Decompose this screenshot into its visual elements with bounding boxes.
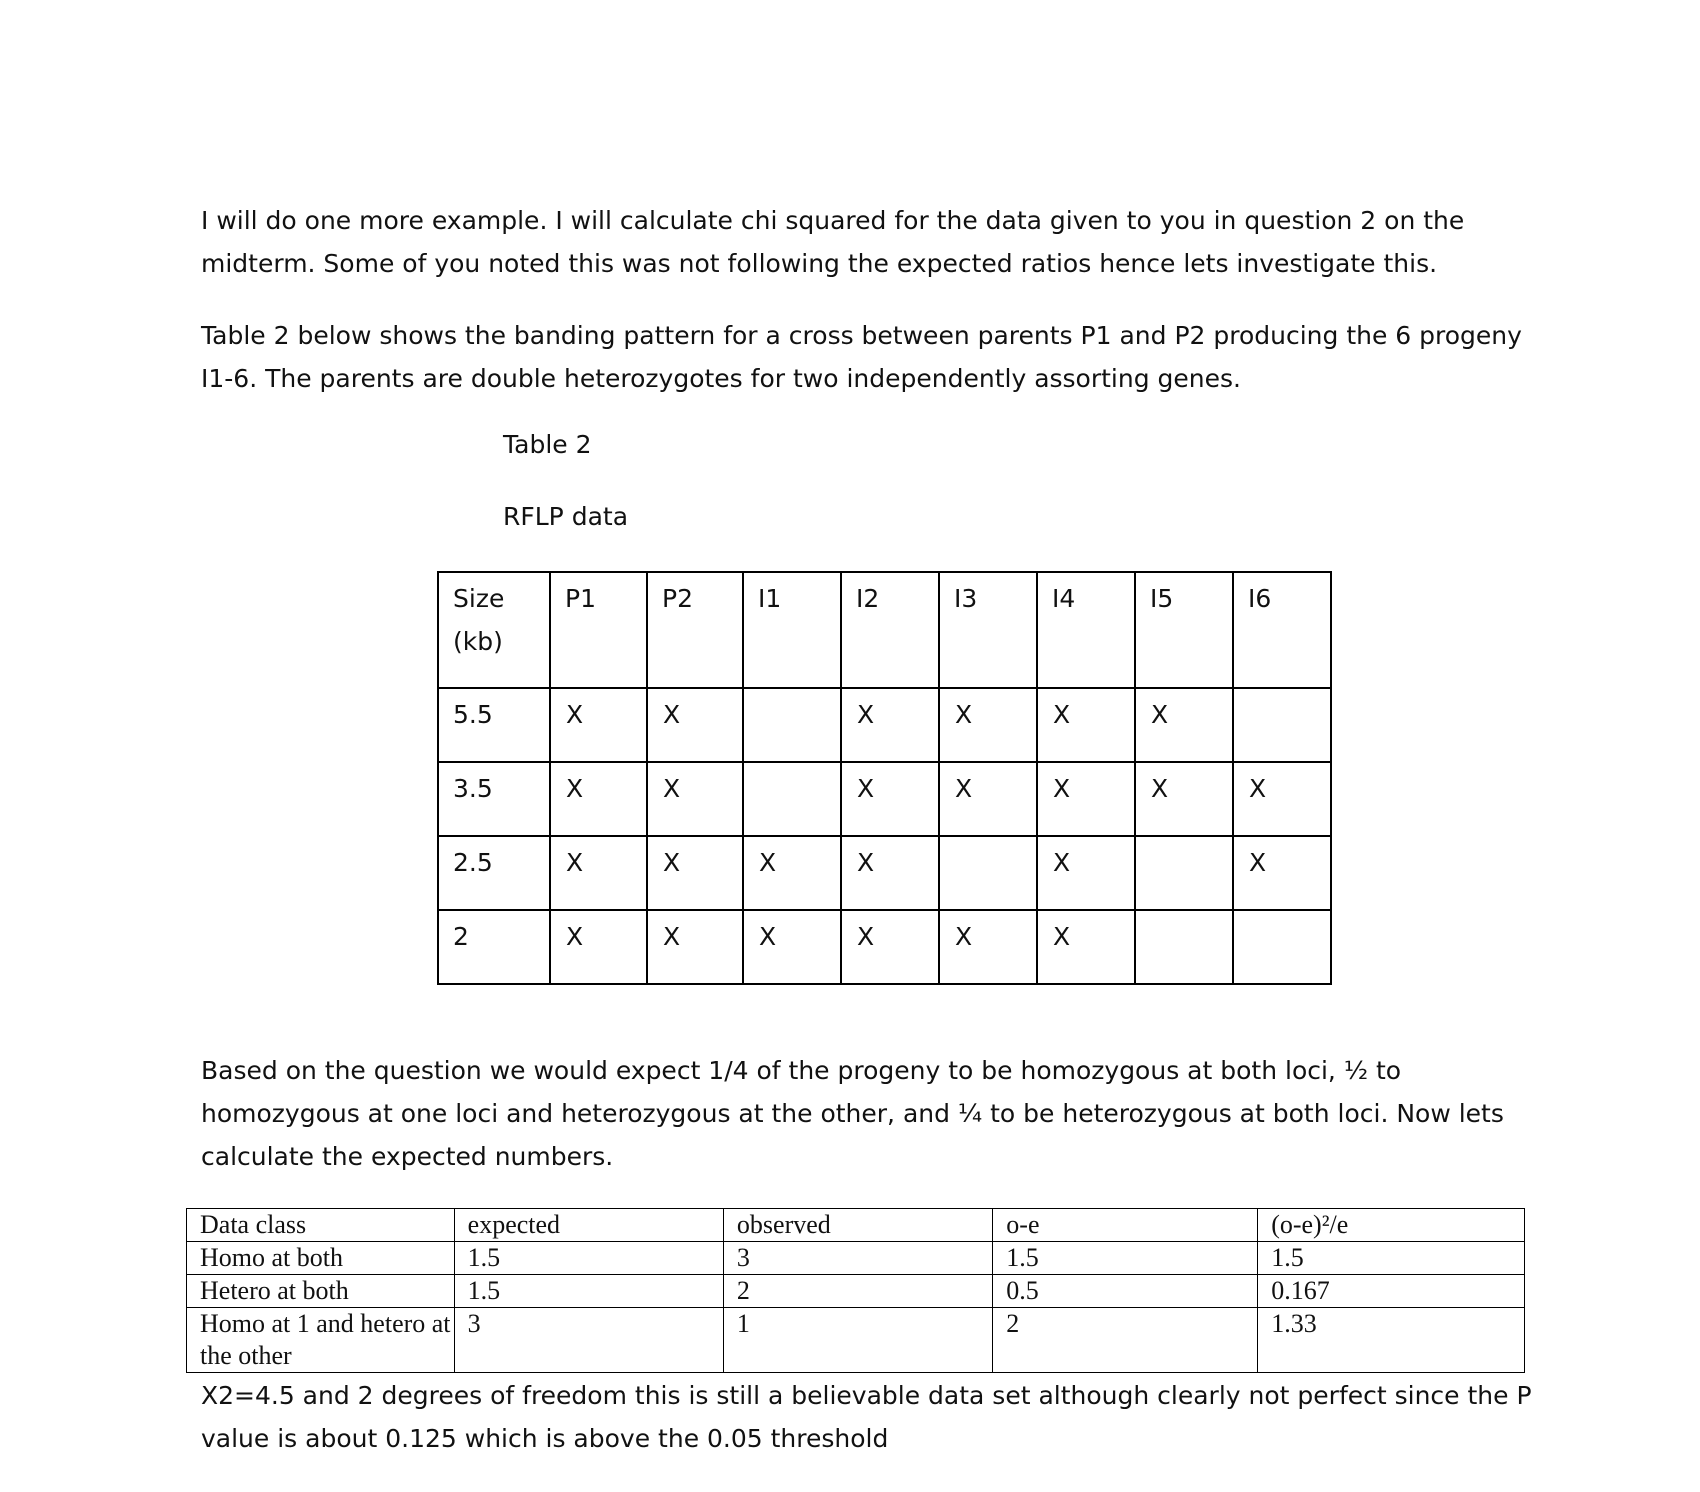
band-cell: X [550,688,647,762]
band-cell: X [939,688,1037,762]
column-header: I6 [1233,572,1331,688]
column-header: I4 [1037,572,1135,688]
band-cell: X [841,688,939,762]
band-cell: X [1233,762,1331,836]
table-cell: 2 [993,1308,1258,1373]
band-cell: X [1135,688,1233,762]
table-cell: 1.5 [1258,1242,1525,1275]
table-cell: 1.33 [1258,1308,1525,1373]
band-cell: X [1233,836,1331,910]
band-cell: X [841,762,939,836]
band-cell: X [550,910,647,984]
band-cell: X [841,910,939,984]
table-cell: 0.5 [993,1275,1258,1308]
rflp-table [437,571,1332,985]
band-cell [743,762,841,836]
band-cell: X [550,762,647,836]
band-cell [743,688,841,762]
column-header: I5 [1135,572,1233,688]
column-header: observed [723,1209,992,1242]
intro-paragraph-2: Table 2 below shows the banding pattern for a cross between parents P1 and P2 producing the 6 progeny I1-6. The parents are double heterozygotes for two independently assorting genes. [201,321,1522,393]
intro-paragraph-1: I will do one more example. I will calculate chi squared for the data given to you in question 2 on the midterm. Some of you noted this was not following the expected ratios hence lets investigate this. [201,206,1465,278]
table-cell: 2 [723,1275,992,1308]
column-header: P1 [550,572,647,688]
table-row [438,762,1331,836]
table-row [187,1275,1525,1308]
table-cell: Hetero at both [187,1275,455,1308]
column-header: expected [454,1209,723,1242]
table-cell: Homo at 1 and hetero at the other [187,1308,455,1373]
size-cell: 3.5 [438,762,550,836]
column-header: Data class [187,1209,455,1242]
band-cell: X [1037,762,1135,836]
band-cell: X [647,910,743,984]
table-caption: Table 2 [503,430,592,459]
band-cell: X [1037,836,1135,910]
conclusion-paragraph: X2=4.5 and 2 degrees of freedom this is still a believable data set although clearly not perfect since the P value is about 0.125 which is above the 0.05 threshold [201,1381,1532,1453]
band-cell: X [647,762,743,836]
column-header: I1 [743,572,841,688]
table-cell: 3 [723,1242,992,1275]
size-cell: 5.5 [438,688,550,762]
rflp-header-row [438,572,1331,688]
column-header: P2 [647,572,743,688]
column-header: (o-e)²/e [1258,1209,1525,1242]
size-cell: 2.5 [438,836,550,910]
table-subcaption: RFLP data [503,502,629,531]
chi-header-row [187,1209,1525,1242]
table-row [187,1308,1525,1373]
table-row [438,688,1331,762]
table-cell: 1 [723,1308,992,1373]
size-cell: 2 [438,910,550,984]
band-cell: X [743,910,841,984]
band-cell [939,836,1037,910]
table-cell: 0.167 [1258,1275,1525,1308]
table-row [438,910,1331,984]
band-cell: X [939,762,1037,836]
band-cell: X [743,836,841,910]
column-header: I2 [841,572,939,688]
band-cell [1135,836,1233,910]
table-cell: 1.5 [454,1242,723,1275]
table-row [438,836,1331,910]
band-cell: X [1037,910,1135,984]
table-cell: 1.5 [454,1275,723,1308]
band-cell: X [1135,762,1233,836]
band-cell [1135,910,1233,984]
column-header: o-e [993,1209,1258,1242]
chi-square-table [186,1208,1525,1373]
band-cell: X [647,688,743,762]
table-cell: 1.5 [993,1242,1258,1275]
expectation-paragraph: Based on the question we would expect 1/4 of the progeny to be homozygous at both loci, ½ to homozygous at one loci and heterozygous at the other, and ¼ to be heterozygous at both loci. Now lets calculate the expected numbers. [201,1056,1504,1171]
table-cell: Homo at both [187,1242,455,1275]
band-cell: X [841,836,939,910]
band-cell [1233,910,1331,984]
band-cell: X [550,836,647,910]
band-cell: X [1037,688,1135,762]
band-cell: X [939,910,1037,984]
band-cell: X [647,836,743,910]
table-row [187,1242,1525,1275]
band-cell [1233,688,1331,762]
size-header: Size (kb) [438,572,550,688]
table-cell: 3 [454,1308,723,1373]
column-header: I3 [939,572,1037,688]
